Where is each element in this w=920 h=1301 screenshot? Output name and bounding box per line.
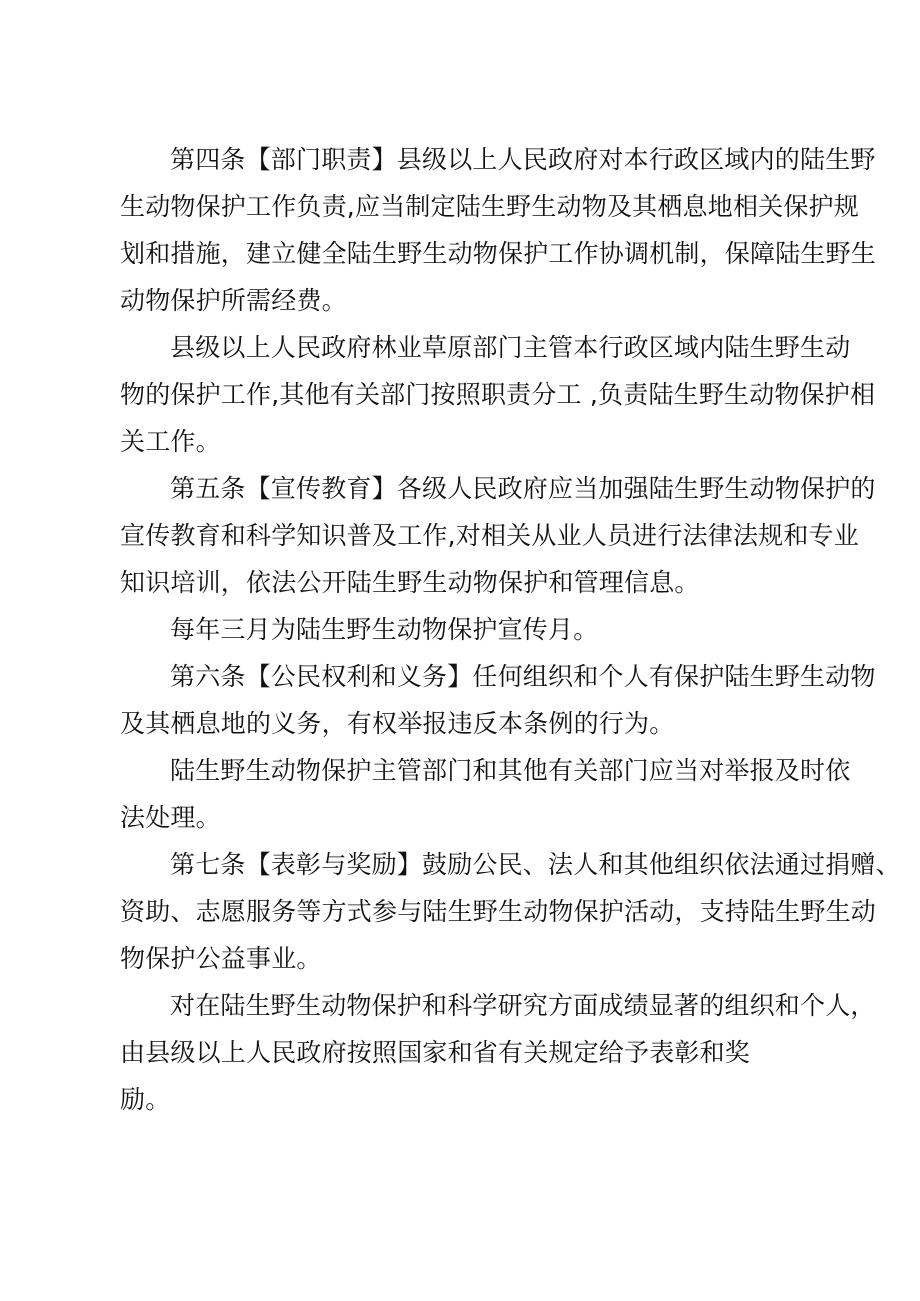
text-line: 资助、志愿服务等方式参与陆生野生动物保护活动，支持陆生野生动 (120, 897, 877, 926)
text-line: 第六条【公民权利和义务】任何组织和个人有保护陆生野生动物 (170, 662, 876, 691)
text-line: 县级以上人民政府林业草原部门主管本行政区域内陆生野生动 (170, 333, 851, 362)
text-line: 法处理。 (120, 803, 221, 832)
text-line: 动物保护所需经费。 (120, 286, 347, 315)
text-line: 每年三月为陆生野生动物保护宣传月。 (170, 615, 599, 644)
text-line: 物保护公益事业。 (120, 944, 322, 973)
text-line: 生动物保护工作负责,应当制定陆生野生动物及其栖息地相关保护规 (120, 192, 859, 221)
text-line: 励。 (120, 1085, 171, 1114)
text-line: 由县级以上人民政府按照国家和省有关规定给予表彰和奖 (120, 1038, 751, 1067)
text-line: 陆生野生动物保护主管部门和其他有关部门应当对举报及时依 (170, 756, 851, 785)
text-line: 知识培训，依法公开陆生野生动物保护和管理信息。 (120, 568, 700, 597)
text-line: 第四条【部门职责】县级以上人民政府对本行政区域内的陆生野 (170, 145, 876, 174)
text-line: 关工作。 (120, 427, 221, 456)
text-line: 宣传教育和科学知识普及工作,对相关从业人员进行法律法规和专业 (120, 521, 859, 550)
text-line: 物的保护工作,其他有关部门按照职责分工 ,负责陆生野生动物保护相 (120, 380, 876, 409)
text-line: 第七条【表彰与奖励】鼓励公民、法人和其他组织依法通过捐赠、 (170, 850, 901, 879)
text-line: 第五条【宣传教育】各级人民政府应当加强陆生野生动物保护的 (170, 474, 876, 503)
text-line: 划和措施，建立健全陆生野生动物保护工作协调机制，保障陆生野生 (120, 239, 877, 268)
text-line: 及其栖息地的义务，有权举报违反本条例的行为。 (120, 709, 675, 738)
text-line: 对在陆生野生动物保护和科学研究方面成绩显著的组织和个人， (170, 991, 876, 1020)
